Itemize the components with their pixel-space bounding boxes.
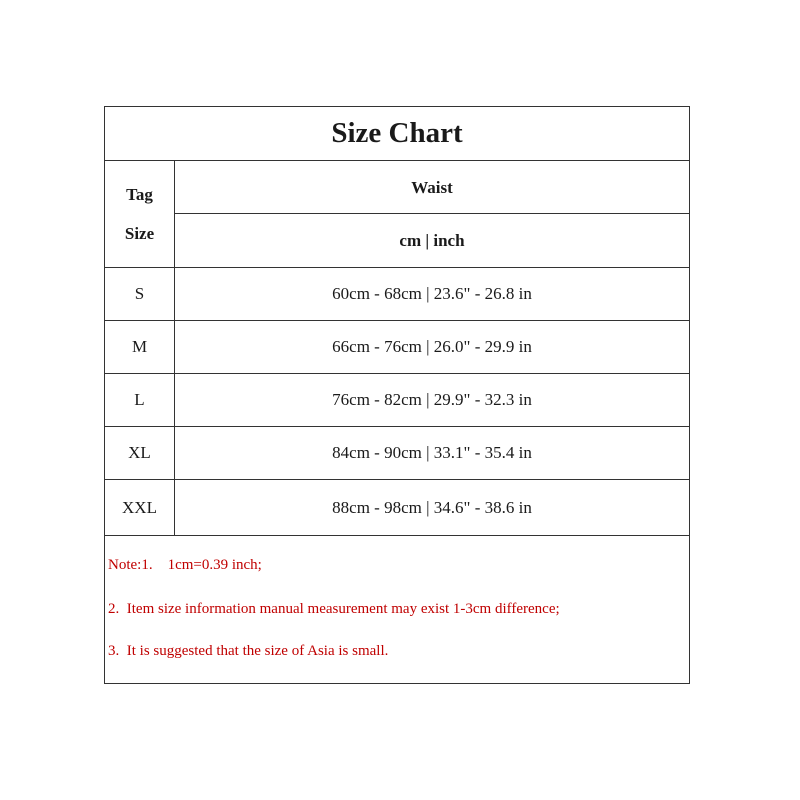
note-line: Note:1. 1cm=0.39 inch; <box>108 557 262 573</box>
waist-value-cell: 76cm - 82cm | 29.9" - 32.3 in <box>332 390 532 409</box>
chart-title: Size Chart <box>105 107 689 161</box>
size-cell: L <box>105 374 175 426</box>
table-row <box>105 480 689 536</box>
size-cell: M <box>105 321 175 373</box>
table-row <box>105 427 689 480</box>
size-cell: XXL <box>105 480 175 535</box>
table-row <box>105 268 689 321</box>
waist-value-cell: 60cm - 68cm | 23.6" - 26.8 in <box>332 284 532 303</box>
table-row <box>105 321 689 374</box>
waist-header: Waist <box>175 161 689 214</box>
size-chart-table <box>104 106 690 684</box>
waist-value-cell: 84cm - 90cm | 33.1" - 35.4 in <box>332 443 532 462</box>
size-cell: XL <box>105 427 175 479</box>
note-line: 3. It is suggested that the size of Asia is small. <box>108 643 389 659</box>
unit-header: cm | inch <box>175 215 689 268</box>
waist-value-cell: 88cm - 98cm | 34.6" - 38.6 in <box>332 497 532 517</box>
tag-size-header-line2: Size <box>124 224 155 243</box>
waist-value-cell: 66cm - 76cm | 26.0" - 29.9 in <box>332 337 532 356</box>
notes-section <box>105 537 689 683</box>
note-line: 2. Item size information manual measurement may exist 1-3cm difference; <box>108 601 560 617</box>
tag-size-header-line1: Tag <box>126 185 153 204</box>
table-row <box>105 374 689 427</box>
size-cell: S <box>105 268 175 320</box>
tag-size-header <box>105 161 175 268</box>
